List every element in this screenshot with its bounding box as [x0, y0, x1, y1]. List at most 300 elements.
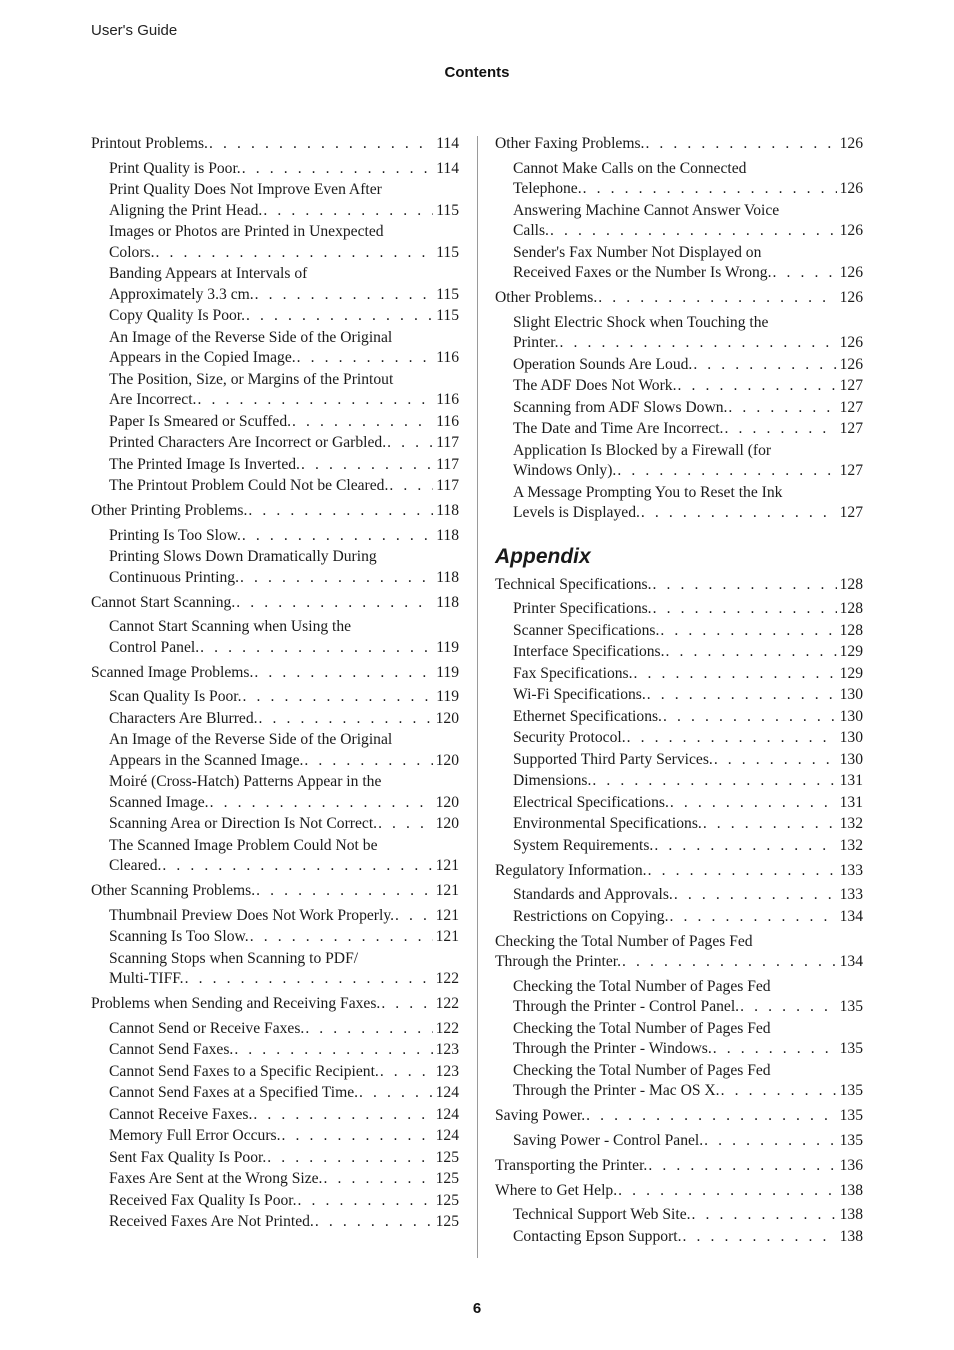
entry-title-line: Print Quality Does Not Improve Even After	[109, 181, 382, 198]
running-header: User's Guide	[91, 22, 178, 39]
entry-title: Printout Problems.	[91, 135, 208, 152]
entry-page-number: 136	[839, 1156, 863, 1174]
entry-title: Where to Get Help.	[495, 1181, 618, 1199]
dot-leader	[591, 771, 836, 792]
toc-subentry[interactable]	[495, 355, 863, 376]
toc-subentry[interactable]	[495, 483, 863, 524]
dot-leader	[647, 861, 837, 882]
entry-page-number: 127	[839, 462, 863, 479]
dot-leader	[184, 969, 433, 990]
entry-title-line: An Image of the Reverse Side of the Original	[109, 731, 393, 748]
entry-title-line: Answering Machine Cannot Answer Voice	[513, 201, 780, 219]
toc-entry[interactable]	[91, 593, 459, 614]
toc-subentry[interactable]	[91, 180, 459, 221]
dot-leader	[669, 907, 837, 928]
toc-subentry[interactable]	[91, 709, 459, 730]
toc-subentry[interactable]	[91, 927, 459, 948]
entry-page-number: 132	[839, 836, 863, 854]
toc-subentry[interactable]	[91, 1083, 459, 1104]
entry-title: Print Quality is Poor.	[109, 159, 241, 177]
entry-title: The Printed Image Is Inverted.	[109, 455, 300, 473]
toc-subentry[interactable]	[495, 814, 863, 835]
entry-page-number: 130	[839, 750, 863, 768]
entry-title: Characters Are Blurred.	[109, 709, 258, 727]
dot-leader	[258, 709, 433, 730]
entry-page-number: 117	[436, 434, 459, 451]
dot-leader	[739, 997, 837, 1018]
entry-title: Levels is Displayed.	[513, 504, 640, 521]
toc-subentry[interactable]	[91, 687, 459, 708]
toc-subentry[interactable]	[495, 1227, 863, 1248]
entry-title: Colors.	[109, 243, 155, 261]
entry-page-number: 121	[435, 882, 459, 899]
dot-leader	[253, 663, 433, 684]
dot-leader	[549, 221, 837, 242]
toc-subentry[interactable]	[495, 599, 863, 620]
toc-subentry[interactable]	[495, 685, 863, 706]
toc-subentry[interactable]	[495, 707, 863, 728]
entry-title: Scanned Image Problems.	[91, 663, 254, 681]
entry-page-number: 125	[435, 1170, 459, 1187]
entry-title: Scanning Is Too Slow.	[109, 928, 249, 945]
dot-leader	[673, 885, 837, 906]
entry-page-number: 127	[839, 504, 863, 521]
entry-page-number: 118	[436, 593, 459, 611]
entry-page-number: 117	[436, 455, 459, 473]
entry-page-number: 125	[435, 1148, 459, 1166]
toc-subentry[interactable]	[91, 476, 459, 497]
dot-leader	[322, 1169, 432, 1190]
entry-page-number: 127	[839, 420, 863, 437]
entry-title: Standards and Approvals.	[513, 886, 673, 903]
entry-title: Paper Is Smeared or Scuffed.	[109, 412, 292, 430]
entry-title-line: Checking the Total Number of Pages Fed	[513, 1019, 771, 1037]
dot-leader	[209, 793, 433, 814]
toc-entry[interactable]	[495, 288, 863, 309]
toc-entry[interactable]	[91, 134, 459, 155]
dot-leader	[379, 1062, 433, 1083]
dot-leader	[771, 263, 836, 284]
entry-title: Other Scanning Problems.	[91, 882, 256, 899]
toc-subentry[interactable]	[91, 1040, 459, 1061]
toc-subentry[interactable]	[91, 264, 459, 305]
dot-leader	[199, 638, 433, 659]
entry-page-number: 126	[839, 355, 863, 373]
dot-leader	[644, 134, 836, 155]
column-divider	[477, 136, 478, 1258]
toc-entry[interactable]	[495, 1106, 863, 1127]
entry-title: Faxes Are Sent at the Wrong Size.	[109, 1170, 323, 1187]
entry-page-number: 120	[435, 793, 459, 811]
toc-subentry[interactable]	[91, 1105, 459, 1126]
toc-subentry[interactable]	[495, 728, 863, 749]
toc-subentry[interactable]	[495, 664, 863, 685]
dot-leader	[692, 355, 836, 376]
entry-title-line: Printing Slows Down Dramatically During	[109, 548, 377, 565]
entry-title: Telephone.	[513, 180, 582, 197]
dot-leader	[558, 333, 836, 354]
entry-page-number: 135	[839, 1040, 863, 1057]
toc-subentry[interactable]	[91, 1148, 459, 1169]
entry-title: Printer.	[513, 334, 559, 351]
dot-leader	[249, 927, 433, 948]
entry-title: Control Panel.	[109, 638, 200, 656]
entry-page-number: 134	[839, 907, 863, 925]
entry-title: Saving Power.	[495, 1107, 586, 1124]
dot-leader	[640, 503, 837, 524]
dot-leader	[252, 1105, 432, 1126]
entry-title: Appears in the Copied Image.	[109, 349, 296, 366]
toc-entry[interactable]	[495, 134, 863, 155]
dot-leader	[652, 575, 837, 596]
dot-leader	[208, 134, 433, 155]
entry-page-number: 124	[435, 1084, 459, 1101]
entry-page-number: 135	[839, 1131, 863, 1149]
toc-subentry[interactable]	[495, 201, 863, 242]
dot-leader	[712, 1039, 837, 1060]
entry-title: Other Printing Problems.	[91, 502, 248, 519]
dot-leader	[394, 906, 433, 927]
toc-subentry[interactable]	[91, 1019, 459, 1040]
dot-leader	[314, 1212, 433, 1233]
toc-subentry[interactable]	[91, 1062, 459, 1083]
dot-leader	[582, 179, 837, 200]
entry-page-number: 122	[435, 995, 459, 1012]
entry-title: Through the Printer - Control Panel.	[513, 998, 740, 1015]
toc-subentry[interactable]	[91, 159, 459, 180]
toc-subentry[interactable]	[495, 836, 863, 857]
toc-entry[interactable]	[91, 881, 459, 902]
toc-subentry[interactable]	[495, 1061, 863, 1102]
entry-title: Interface Specifications.	[513, 643, 665, 660]
entry-page-number: 130	[839, 707, 863, 725]
entry-title: Received Faxes Are Not Printed.	[109, 1213, 314, 1230]
entry-title: Dimensions.	[513, 772, 592, 789]
dot-leader	[621, 952, 837, 973]
toc-subentry[interactable]	[495, 1205, 863, 1226]
entry-title: Operation Sounds Are Loud.	[513, 355, 693, 373]
entry-title-line: Checking the Total Number of Pages Fed	[513, 1061, 771, 1079]
toc-subentry[interactable]	[495, 885, 863, 906]
entry-page-number: 116	[436, 391, 459, 408]
toc-subentry[interactable]	[495, 907, 863, 928]
toc-subentry[interactable]	[91, 526, 459, 547]
entry-page-number: 135	[839, 1082, 863, 1099]
toc-subentry[interactable]	[91, 455, 459, 476]
page-number: 6	[472, 1300, 482, 1317]
dot-leader	[196, 390, 433, 411]
toc-subentry[interactable]	[91, 328, 459, 369]
entry-page-number: 118	[436, 526, 459, 544]
entry-title-line: Sender's Fax Number Not Displayed on	[513, 243, 762, 261]
toc-subentry[interactable]	[91, 949, 459, 990]
toc-subentry[interactable]	[91, 1191, 459, 1212]
dot-leader	[255, 881, 432, 902]
entry-title: Electrical Specifications.	[513, 793, 669, 811]
entry-title: Scanning from ADF Slows Down.	[513, 398, 728, 416]
entry-title: Memory Full Error Occurs.	[109, 1127, 281, 1144]
dot-leader	[585, 1106, 837, 1127]
entry-page-number: 116	[436, 412, 459, 430]
entry-title: Scan Quality Is Poor.	[109, 688, 242, 705]
entry-page-number: 125	[435, 1191, 459, 1209]
toc-subentry[interactable]	[91, 433, 459, 454]
entry-page-number: 121	[435, 928, 459, 945]
toc-entry[interactable]	[495, 575, 863, 596]
entry-title: Through the Printer - Windows.	[513, 1040, 712, 1057]
entry-page-number: 128	[839, 621, 863, 639]
entry-title-line: Cannot Start Scanning when Using the	[109, 618, 352, 635]
dot-leader	[358, 1083, 433, 1104]
entry-page-number: 127	[839, 377, 863, 394]
entry-title-line: Moiré (Cross-Hatch) Patterns Appear in the	[109, 773, 382, 790]
entry-title: Cannot Receive Faxes.	[109, 1105, 253, 1123]
entry-title: Printing Is Too Slow.	[109, 526, 241, 544]
toc-subentry[interactable]	[91, 814, 459, 835]
toc-entry[interactable]	[495, 1181, 863, 1202]
entry-page-number: 118	[436, 568, 459, 586]
appendix-list	[495, 575, 863, 1248]
entry-title: Ethernet Specifications.	[513, 707, 662, 725]
entry-page-number: 124	[435, 1105, 459, 1123]
entry-title: Cannot Send Faxes.	[109, 1041, 234, 1058]
entry-title: Other Faxing Problems.	[495, 135, 645, 152]
dot-leader	[617, 1181, 837, 1202]
entry-title: Scanned Image.	[109, 793, 209, 811]
dot-leader	[616, 461, 836, 482]
toc-subentry[interactable]	[495, 750, 863, 771]
entry-page-number: 115	[436, 285, 459, 303]
entry-page-number: 129	[839, 664, 863, 682]
entry-title: Scanner Specifications.	[513, 621, 660, 639]
toc-subentry[interactable]	[91, 412, 459, 433]
entry-title: Technical Support Web Site.	[513, 1206, 691, 1223]
entry-page-number: 120	[435, 751, 459, 769]
toc-right-list	[495, 134, 863, 524]
dot-leader	[239, 568, 433, 589]
entry-page-number: 122	[435, 1019, 459, 1037]
dot-leader	[720, 1081, 837, 1102]
toc-entry[interactable]	[495, 861, 863, 882]
dot-leader	[652, 599, 837, 620]
appendix-heading: Appendix	[495, 544, 591, 568]
dot-leader	[626, 728, 837, 749]
dot-leader	[262, 201, 433, 222]
entry-page-number: 126	[839, 180, 863, 197]
entry-title-line: Slight Electric Shock when Touching the	[513, 313, 769, 331]
dot-leader	[297, 1191, 433, 1212]
entry-title-line: Application Is Blocked by a Firewall (for	[513, 441, 772, 459]
dot-leader	[245, 306, 433, 327]
entry-page-number: 134	[839, 953, 863, 970]
entry-page-number: 129	[839, 643, 863, 660]
entry-page-number: 115	[436, 201, 459, 219]
entry-title: Multi-TIFF.	[109, 970, 184, 987]
entry-title: Fax Specifications.	[513, 664, 633, 682]
toc-subentry[interactable]	[91, 222, 459, 263]
toc-subentry[interactable]	[91, 906, 459, 927]
dot-leader	[723, 419, 836, 440]
dot-leader	[155, 243, 434, 264]
entry-title: Security Protocol.	[513, 729, 626, 746]
entry-page-number: 126	[839, 289, 863, 306]
dot-leader	[380, 994, 432, 1015]
entry-title: Printer Specifications.	[513, 600, 652, 617]
entry-title: Scanning Area or Direction Is Not Correct.	[109, 815, 378, 832]
dot-leader	[713, 750, 837, 771]
entry-page-number: 138	[839, 1227, 863, 1245]
toc-entry[interactable]	[91, 501, 459, 522]
entry-page-number: 119	[436, 663, 459, 681]
entry-title: Through the Printer.	[495, 953, 622, 970]
toc-subentry[interactable]	[495, 313, 863, 354]
entry-page-number: 128	[839, 575, 863, 593]
entry-page-number: 126	[839, 334, 863, 351]
entry-title-line: The Scanned Image Problem Could Not be	[109, 836, 378, 854]
toc-subentry[interactable]	[91, 547, 459, 588]
toc-subentry[interactable]	[495, 376, 863, 397]
entry-title: Saving Power - Control Panel.	[513, 1131, 704, 1149]
entry-title-line: A Message Prompting You to Reset the Ink	[513, 483, 783, 501]
entry-title: Copy Quality Is Poor.	[109, 307, 246, 324]
entry-page-number: 115	[436, 307, 459, 324]
entry-title: Cannot Send or Receive Faxes.	[109, 1019, 305, 1037]
entry-title: Received Faxes or the Number Is Wrong.	[513, 264, 772, 281]
entry-page-number: 130	[839, 686, 863, 703]
toc-subentry[interactable]	[91, 1212, 459, 1233]
toc-subentry[interactable]	[495, 793, 863, 814]
toc-subentry[interactable]	[495, 642, 863, 663]
entry-title: Continuous Printing.	[109, 568, 239, 586]
section-title: Contents	[444, 64, 510, 81]
toc-subentry[interactable]	[91, 1126, 459, 1147]
entry-title: Cannot Send Faxes to a Specific Recipient.	[109, 1062, 379, 1080]
entry-title-line: The Position, Size, or Margins of the Printout	[109, 370, 394, 388]
entry-title-line: Banding Appears at Intervals of	[109, 265, 308, 282]
toc-subentry[interactable]	[91, 306, 459, 327]
entry-title-line: An Image of the Reverse Side of the Original	[109, 328, 393, 346]
entry-page-number: 122	[435, 970, 459, 987]
entry-title: Transporting the Printer.	[495, 1156, 648, 1174]
dot-leader	[662, 707, 837, 728]
dot-leader	[597, 288, 836, 309]
toc-entry[interactable]	[91, 994, 459, 1015]
dot-leader	[691, 1205, 837, 1226]
dot-leader	[233, 1040, 432, 1061]
entry-title: Are Incorrect.	[109, 391, 197, 408]
entry-title: Regulatory Information.	[495, 861, 647, 879]
dot-leader	[266, 1148, 432, 1169]
entry-page-number: 131	[839, 772, 863, 789]
dot-leader	[161, 856, 432, 877]
toc-right-column	[495, 134, 863, 1247]
entry-page-number: 114	[436, 135, 459, 152]
toc-entry[interactable]	[495, 932, 863, 973]
toc-subentry[interactable]	[495, 159, 863, 200]
toc-subentry[interactable]	[495, 419, 863, 440]
entry-title: Other Problems.	[495, 289, 598, 306]
entry-page-number: 121	[435, 906, 459, 924]
entry-page-number: 126	[839, 264, 863, 281]
toc-subentry[interactable]	[495, 771, 863, 792]
entry-page-number: 126	[839, 222, 863, 239]
dot-leader	[676, 376, 836, 397]
entry-page-number: 128	[839, 600, 863, 617]
toc-subentry[interactable]	[91, 370, 459, 411]
toc-entry[interactable]	[495, 1156, 863, 1177]
entry-title: Cleared.	[109, 857, 162, 874]
entry-page-number: 120	[435, 815, 459, 832]
entry-page-number: 124	[435, 1127, 459, 1144]
dot-leader	[646, 685, 837, 706]
dot-leader	[254, 285, 434, 306]
entry-page-number: 117	[436, 477, 459, 494]
entry-page-number: 130	[839, 729, 863, 746]
toc-subentry[interactable]	[91, 836, 459, 877]
entry-title: Approximately 3.3 cm.	[109, 285, 254, 303]
dot-leader	[304, 1019, 432, 1040]
dot-leader	[242, 687, 434, 708]
toc-subentry[interactable]	[91, 1169, 459, 1190]
dot-leader	[300, 455, 433, 476]
dot-leader	[669, 793, 837, 814]
dot-leader	[241, 159, 433, 180]
dot-leader	[291, 412, 433, 433]
dot-leader	[241, 526, 433, 547]
toc-subentry[interactable]	[91, 617, 459, 658]
entry-page-number: 135	[839, 998, 863, 1015]
entry-page-number: 132	[839, 815, 863, 832]
toc-subentry[interactable]	[495, 1019, 863, 1060]
dot-leader	[682, 1227, 837, 1248]
entry-title: Calls.	[513, 222, 549, 239]
entry-page-number: 119	[436, 688, 459, 705]
entry-title: Aligning the Print Head.	[109, 201, 263, 219]
toc-subentry[interactable]	[91, 730, 459, 771]
dot-leader	[665, 642, 837, 663]
dot-leader	[296, 348, 434, 369]
entry-page-number: 123	[435, 1062, 459, 1080]
toc-subentry[interactable]	[495, 1131, 863, 1152]
toc-subentry[interactable]	[495, 243, 863, 284]
entry-title: The ADF Does Not Work.	[513, 377, 677, 394]
toc-subentry[interactable]	[495, 441, 863, 482]
toc-subentry[interactable]	[495, 621, 863, 642]
entry-title: Restrictions on Copying.	[513, 907, 669, 925]
toc-subentry[interactable]	[91, 772, 459, 813]
entry-page-number: 123	[435, 1041, 459, 1058]
dot-leader	[702, 814, 837, 835]
toc-entry[interactable]	[91, 663, 459, 684]
entry-title: Problems when Sending and Receiving Faxes.	[91, 995, 381, 1012]
entry-page-number: 133	[839, 861, 863, 879]
dot-leader	[633, 664, 837, 685]
entry-title-line: Scanning Stops when Scanning to PDF/	[109, 949, 359, 967]
entry-title: The Date and Time Are Incorrect.	[513, 420, 724, 437]
entry-page-number: 127	[839, 398, 863, 416]
entry-title: Windows Only).	[513, 462, 617, 479]
toc-subentry[interactable]	[495, 977, 863, 1018]
toc-subentry[interactable]	[495, 398, 863, 419]
dot-leader	[703, 1131, 836, 1152]
entry-title: Sent Fax Quality Is Poor.	[109, 1148, 267, 1166]
entry-page-number: 135	[839, 1107, 863, 1124]
entry-page-number: 120	[435, 709, 459, 727]
entry-page-number: 138	[839, 1206, 863, 1223]
dot-leader	[659, 621, 836, 642]
dot-leader	[388, 476, 433, 497]
entry-page-number: 119	[436, 638, 459, 656]
